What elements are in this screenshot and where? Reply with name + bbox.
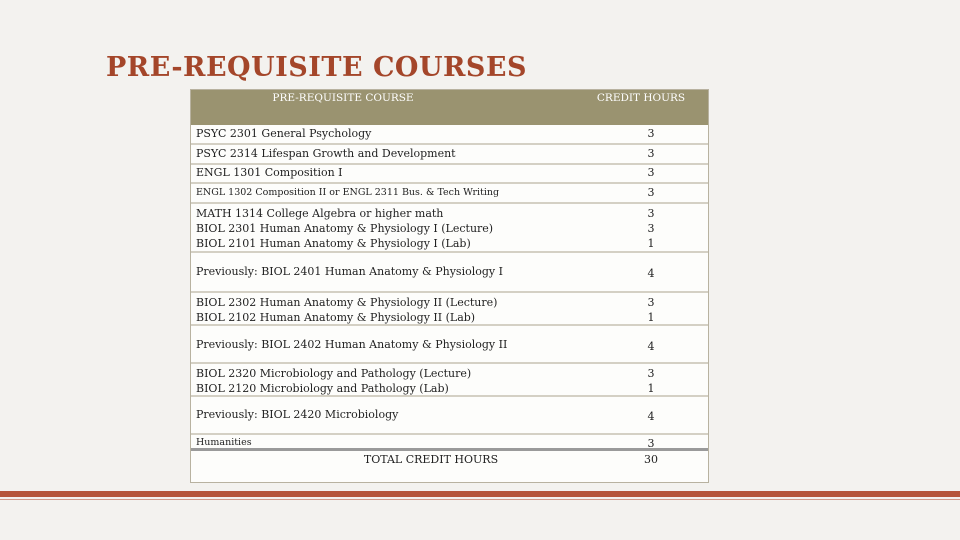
table-row [191, 145, 708, 165]
credit-value: 4 [647, 340, 655, 353]
table-row [191, 253, 708, 293]
table-row [191, 125, 708, 145]
credit-value: 3 [647, 127, 655, 140]
credit-value: 1 [647, 237, 655, 250]
course-name: PSYC 2301 General Psychology [196, 127, 372, 140]
course-name: BIOL 2102 Human Anatomy & Physiology II (Lab) [196, 311, 476, 324]
table-row [191, 204, 708, 253]
total-label: TOTAL CREDIT HOURS [363, 453, 499, 466]
header-credit-hours: CREDIT HOURS [596, 92, 686, 104]
credit-value: 4 [647, 267, 655, 280]
credit-value: 3 [647, 222, 655, 235]
course-name: Previously: BIOL 2401 Human Anatomy & Physiology I [196, 265, 503, 278]
credit-value: 3 [647, 207, 655, 220]
credit-value: 3 [647, 296, 655, 309]
credit-value: 3 [647, 437, 655, 450]
table-row [191, 165, 708, 184]
table-row [191, 293, 708, 326]
table-row [191, 326, 708, 364]
course-name: Previously: BIOL 2420 Microbiology [196, 408, 399, 421]
course-name: BIOL 2301 Human Anatomy & Physiology I (Lecture) [196, 222, 494, 235]
course-name: MATH 1314 College Algebra or higher math [196, 207, 444, 220]
footer-accent-bar [0, 491, 960, 497]
prerequisite-table [190, 89, 709, 483]
credit-value: 3 [647, 186, 655, 199]
credit-value: 1 [647, 382, 655, 395]
course-name: PSYC 2314 Lifespan Growth and Development [196, 147, 456, 160]
course-name: BIOL 2302 Human Anatomy & Physiology II (Lecture) [196, 296, 498, 309]
course-name: Humanities [196, 437, 252, 448]
table-row [191, 435, 708, 451]
footer-accent-line [0, 499, 960, 500]
course-name: BIOL 2101 Human Anatomy & Physiology I (Lab) [196, 237, 471, 250]
table-row [191, 184, 708, 204]
page-title: PRE-REQUISITE COURSES [106, 52, 528, 83]
credit-value: 4 [647, 410, 655, 423]
table-row [191, 364, 708, 397]
course-name: ENGL 1301 Composition I [196, 166, 343, 179]
table-row [191, 397, 708, 435]
credit-value: 3 [647, 166, 655, 179]
header-course: PRE-REQUISITE COURSE [272, 92, 414, 104]
table-header [191, 90, 708, 125]
total-value: 30 [644, 453, 658, 466]
credit-value: 1 [647, 311, 655, 324]
credit-value: 3 [647, 367, 655, 380]
course-name: BIOL 2120 Microbiology and Pathology (Lab) [196, 382, 449, 395]
course-name: Previously: BIOL 2402 Human Anatomy & Physiology II [196, 338, 508, 351]
course-name: ENGL 1302 Composition II or ENGL 2311 Bus. & Tech Writing [196, 187, 500, 198]
course-name: BIOL 2320 Microbiology and Pathology (Lecture) [196, 367, 472, 380]
total-row [191, 451, 708, 482]
credit-value: 3 [647, 147, 655, 160]
